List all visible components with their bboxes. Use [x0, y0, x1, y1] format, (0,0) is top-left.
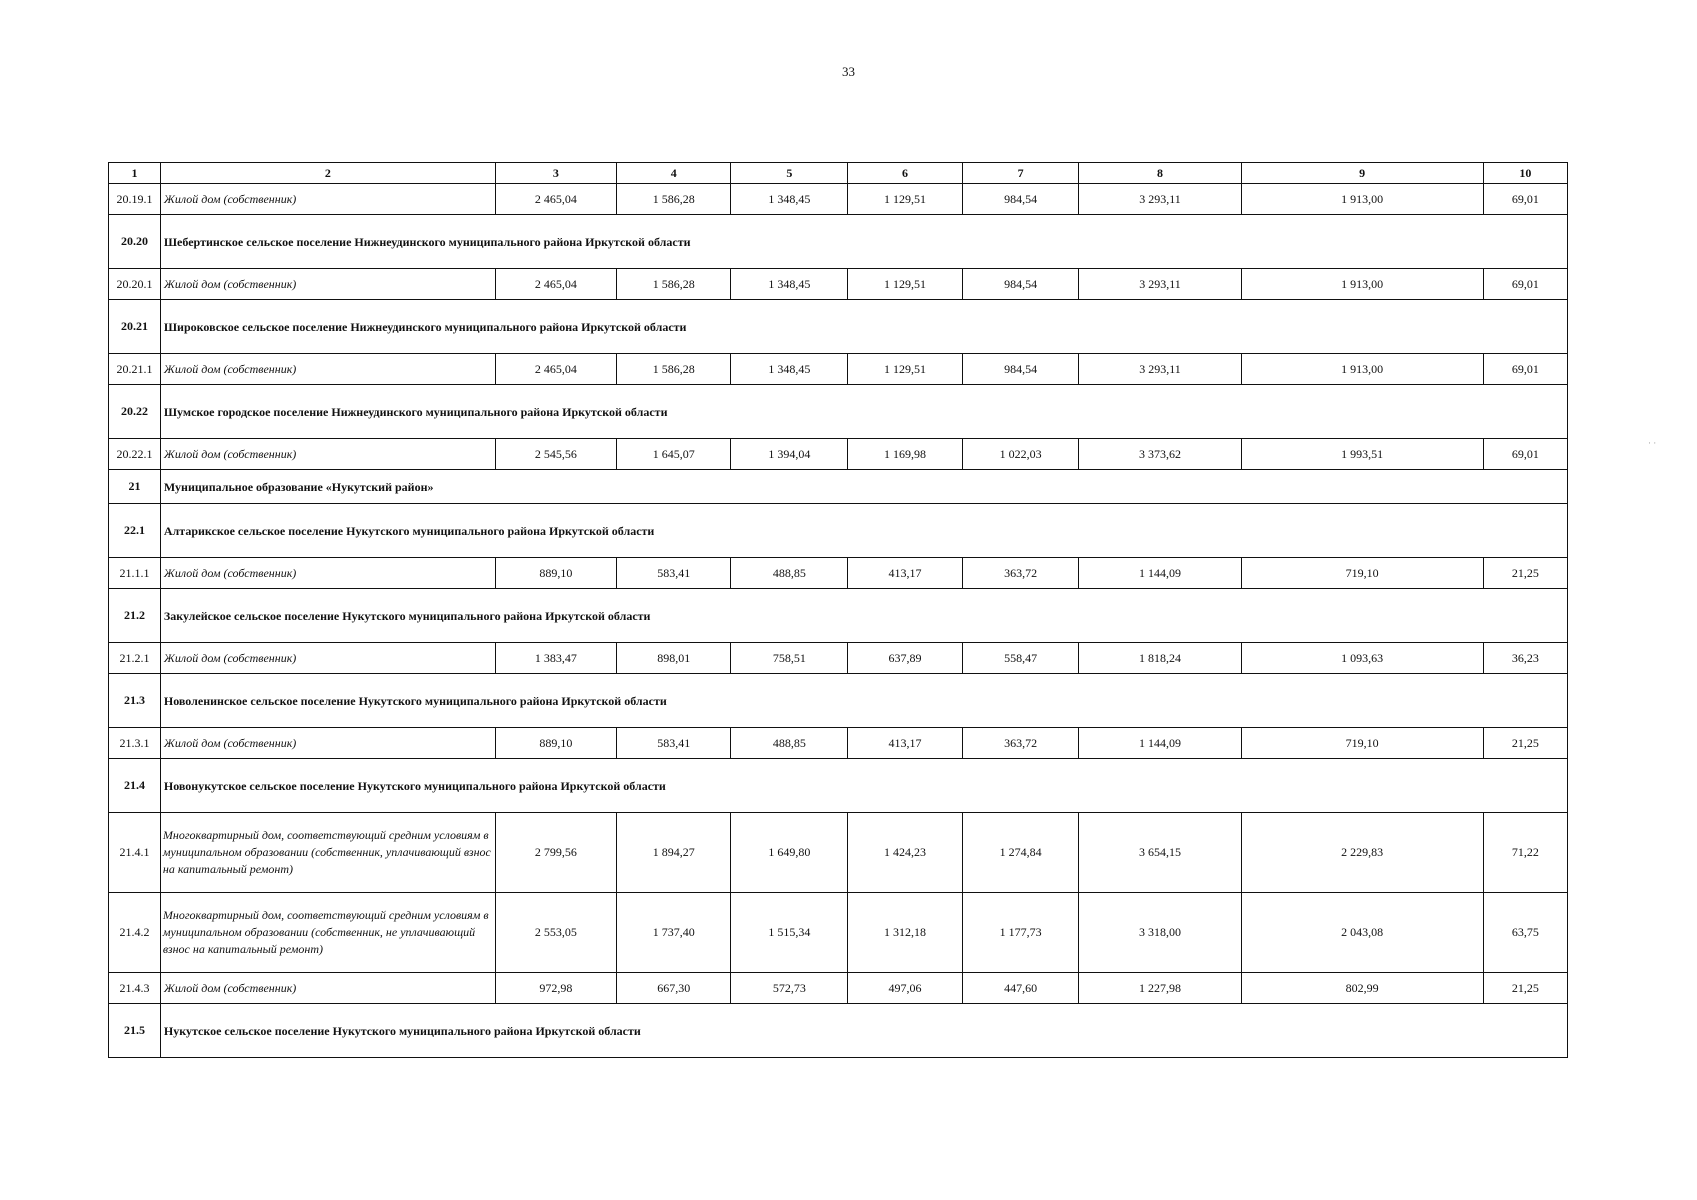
table-row — [109, 728, 1568, 759]
value-cell: 1 227,98 — [1079, 973, 1241, 1004]
value-cell: 2 465,04 — [495, 184, 616, 215]
group-row — [109, 504, 1568, 558]
column-header-8: 8 — [1079, 163, 1241, 184]
group-row — [109, 470, 1568, 504]
value-cell: 3 654,15 — [1079, 813, 1241, 893]
value-cell: 2 553,05 — [495, 893, 616, 973]
value-cell: 719,10 — [1241, 558, 1483, 589]
table-row — [109, 269, 1568, 300]
value-cell: 1 348,45 — [731, 184, 848, 215]
row-code: 21.3.1 — [109, 728, 161, 759]
group-row — [109, 215, 1568, 269]
value-cell: 497,06 — [848, 973, 963, 1004]
group-row — [109, 1004, 1568, 1058]
tariff-table — [108, 162, 1568, 1058]
row-name: Многоквартирный дом, соответствующий средним условиям в муниципальном образовании (собственник, уплачивающий взнос на капитальный ремонт) — [160, 813, 495, 893]
row-code: 21.2.1 — [109, 643, 161, 674]
row-code: 20.19.1 — [109, 184, 161, 215]
row-code: 21.4.1 — [109, 813, 161, 893]
row-name: Жилой дом (собственник) — [160, 728, 495, 759]
column-header-5: 5 — [731, 163, 848, 184]
value-cell: 3 293,11 — [1079, 354, 1241, 385]
value-cell: 363,72 — [962, 558, 1079, 589]
column-header-6: 6 — [848, 163, 963, 184]
row-name: Широковское сельское поселение Нижнеудинского муниципального района Иркутской области — [160, 300, 1567, 354]
value-cell: 667,30 — [616, 973, 731, 1004]
value-cell: 1 274,84 — [962, 813, 1079, 893]
value-cell: 984,54 — [962, 184, 1079, 215]
value-cell: 1 818,24 — [1079, 643, 1241, 674]
table-row — [109, 893, 1568, 973]
value-cell: 1 177,73 — [962, 893, 1079, 973]
value-cell: 758,51 — [731, 643, 848, 674]
value-cell: 572,73 — [731, 973, 848, 1004]
value-cell: 558,47 — [962, 643, 1079, 674]
table-row — [109, 643, 1568, 674]
value-cell: 1 312,18 — [848, 893, 963, 973]
row-name: Шебертинское сельское поселение Нижнеудинского муниципального района Иркутской области — [160, 215, 1567, 269]
scan-artifact: · · — [1648, 438, 1657, 448]
value-cell: 488,85 — [731, 728, 848, 759]
group-row — [109, 674, 1568, 728]
value-cell: 583,41 — [616, 558, 731, 589]
value-cell: 69,01 — [1483, 439, 1567, 470]
value-cell: 69,01 — [1483, 184, 1567, 215]
group-row — [109, 759, 1568, 813]
row-code: 20.20 — [109, 215, 161, 269]
value-cell: 1 993,51 — [1241, 439, 1483, 470]
column-header-3: 3 — [495, 163, 616, 184]
value-cell: 2 229,83 — [1241, 813, 1483, 893]
value-cell: 69,01 — [1483, 354, 1567, 385]
value-cell: 1 424,23 — [848, 813, 963, 893]
row-code: 21.4 — [109, 759, 161, 813]
row-name: Жилой дом (собственник) — [160, 643, 495, 674]
row-name: Многоквартирный дом, соответствующий средним условиям в муниципальном образовании (собственник, не уплачивающий взнос на капитальный ремонт) — [160, 893, 495, 973]
row-name: Жилой дом (собственник) — [160, 269, 495, 300]
value-cell: 1 649,80 — [731, 813, 848, 893]
value-cell: 984,54 — [962, 269, 1079, 300]
row-name: Новонукутское сельское поселение Нукутского муниципального района Иркутской области — [160, 759, 1567, 813]
row-code: 21.4.2 — [109, 893, 161, 973]
value-cell: 972,98 — [495, 973, 616, 1004]
value-cell: 447,60 — [962, 973, 1079, 1004]
column-header-4: 4 — [616, 163, 731, 184]
value-cell: 1 586,28 — [616, 269, 731, 300]
row-code: 21.1.1 — [109, 558, 161, 589]
row-code: 20.21 — [109, 300, 161, 354]
header-row — [109, 163, 1568, 184]
row-code: 20.20.1 — [109, 269, 161, 300]
value-cell: 1 093,63 — [1241, 643, 1483, 674]
value-cell: 1 913,00 — [1241, 269, 1483, 300]
value-cell: 1 515,34 — [731, 893, 848, 973]
value-cell: 3 293,11 — [1079, 269, 1241, 300]
column-header-2: 2 — [160, 163, 495, 184]
row-name: Жилой дом (собственник) — [160, 558, 495, 589]
table-row — [109, 354, 1568, 385]
row-name: Нукутское сельское поселение Нукутского муниципального района Иркутской области — [160, 1004, 1567, 1058]
group-row — [109, 589, 1568, 643]
value-cell: 898,01 — [616, 643, 731, 674]
value-cell: 413,17 — [848, 728, 963, 759]
row-name: Жилой дом (собственник) — [160, 439, 495, 470]
row-code: 21.3 — [109, 674, 161, 728]
value-cell: 1 169,98 — [848, 439, 963, 470]
table-body — [109, 184, 1568, 1058]
value-cell: 3 318,00 — [1079, 893, 1241, 973]
value-cell: 1 129,51 — [848, 354, 963, 385]
value-cell: 1 022,03 — [962, 439, 1079, 470]
value-cell: 1 913,00 — [1241, 184, 1483, 215]
value-cell: 21,25 — [1483, 728, 1567, 759]
table-row — [109, 439, 1568, 470]
value-cell: 2 043,08 — [1241, 893, 1483, 973]
page-number: 33 — [842, 64, 855, 79]
value-cell: 71,22 — [1483, 813, 1567, 893]
row-code: 20.22.1 — [109, 439, 161, 470]
row-code: 20.21.1 — [109, 354, 161, 385]
value-cell: 2 465,04 — [495, 269, 616, 300]
column-header-10: 10 — [1483, 163, 1567, 184]
value-cell: 63,75 — [1483, 893, 1567, 973]
row-name: Закулейское сельское поселение Нукутского муниципального района Иркутской области — [160, 589, 1567, 643]
table-row — [109, 184, 1568, 215]
row-name: Жилой дом (собственник) — [160, 354, 495, 385]
row-code: 20.22 — [109, 385, 161, 439]
value-cell: 1 894,27 — [616, 813, 731, 893]
value-cell: 2 545,56 — [495, 439, 616, 470]
value-cell: 36,23 — [1483, 643, 1567, 674]
row-name: Новоленинское сельское поселение Нукутского муниципального района Иркутской области — [160, 674, 1567, 728]
value-cell: 984,54 — [962, 354, 1079, 385]
value-cell: 802,99 — [1241, 973, 1483, 1004]
row-code: 21.4.3 — [109, 973, 161, 1004]
value-cell: 3 373,62 — [1079, 439, 1241, 470]
value-cell: 1 129,51 — [848, 269, 963, 300]
value-cell: 1 348,45 — [731, 354, 848, 385]
value-cell: 889,10 — [495, 728, 616, 759]
group-row — [109, 300, 1568, 354]
row-code: 21 — [109, 470, 161, 504]
value-cell: 719,10 — [1241, 728, 1483, 759]
value-cell: 69,01 — [1483, 269, 1567, 300]
table-row — [109, 973, 1568, 1004]
value-cell: 1 144,09 — [1079, 728, 1241, 759]
column-header-1: 1 — [109, 163, 161, 184]
table-row — [109, 558, 1568, 589]
value-cell: 889,10 — [495, 558, 616, 589]
value-cell: 2 799,56 — [495, 813, 616, 893]
row-code: 21.2 — [109, 589, 161, 643]
value-cell: 1 348,45 — [731, 269, 848, 300]
value-cell: 1 144,09 — [1079, 558, 1241, 589]
value-cell: 1 129,51 — [848, 184, 963, 215]
row-code: 22.1 — [109, 504, 161, 558]
value-cell: 1 737,40 — [616, 893, 731, 973]
row-code: 21.5 — [109, 1004, 161, 1058]
value-cell: 21,25 — [1483, 558, 1567, 589]
value-cell: 2 465,04 — [495, 354, 616, 385]
group-row — [109, 385, 1568, 439]
value-cell: 363,72 — [962, 728, 1079, 759]
value-cell: 1 913,00 — [1241, 354, 1483, 385]
value-cell: 1 586,28 — [616, 184, 731, 215]
value-cell: 488,85 — [731, 558, 848, 589]
row-name: Жилой дом (собственник) — [160, 973, 495, 1004]
column-header-9: 9 — [1241, 163, 1483, 184]
value-cell: 637,89 — [848, 643, 963, 674]
value-cell: 21,25 — [1483, 973, 1567, 1004]
value-cell: 1 645,07 — [616, 439, 731, 470]
table-row — [109, 813, 1568, 893]
value-cell: 583,41 — [616, 728, 731, 759]
row-name: Алтарикское сельское поселение Нукутского муниципального района Иркутской области — [160, 504, 1567, 558]
value-cell: 1 383,47 — [495, 643, 616, 674]
row-name: Муниципальное образование «Нукутский район» — [160, 470, 1567, 504]
value-cell: 1 394,04 — [731, 439, 848, 470]
column-header-7: 7 — [962, 163, 1079, 184]
value-cell: 3 293,11 — [1079, 184, 1241, 215]
value-cell: 413,17 — [848, 558, 963, 589]
row-name: Шумское городское поселение Нижнеудинского муниципального района Иркутской области — [160, 385, 1567, 439]
row-name: Жилой дом (собственник) — [160, 184, 495, 215]
value-cell: 1 586,28 — [616, 354, 731, 385]
